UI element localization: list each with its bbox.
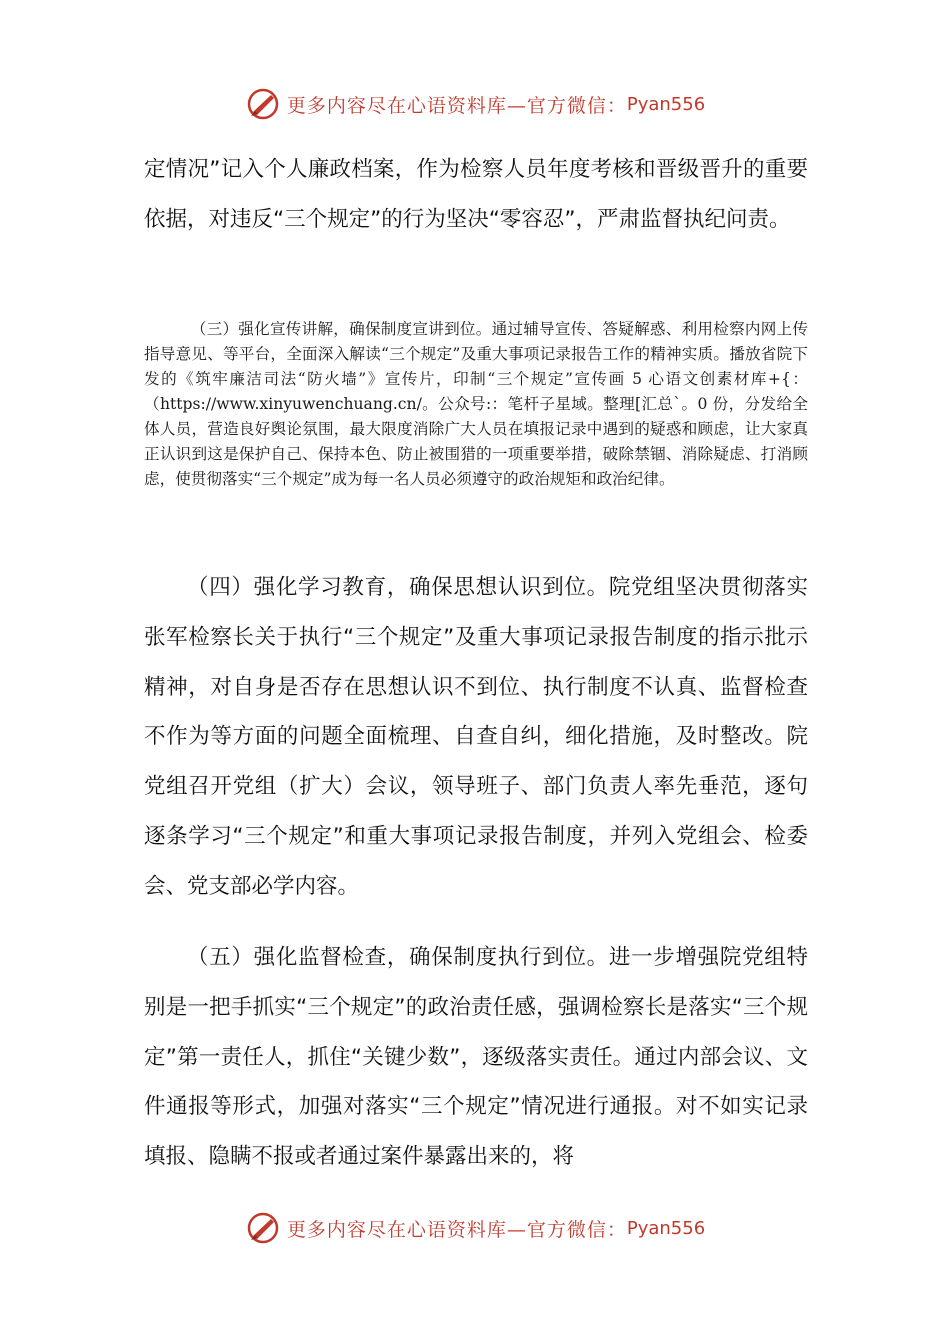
banner-wechat-id: Pyan556: [626, 1217, 706, 1239]
paragraph-section-4: （四）强化学习教育，确保思想认识到位。院党组坚决贯彻落实张军检察长关于执行“三个规定”及重大事项记录报告制度的指示批示精神，对自身是否存在思想认识不到位、执行制度不认真、监督检查不作为等方面的问题全面梳理、自查自纠，细化措施，及时整改。院党组召开党组（扩大）会议，领导班子、部门负责人率先垂范，逐句逐条学习“三个规定”和重大事项记录报告制度，并列入党组会、检委会、党支部必学内容。: [144, 575, 808, 899]
banner-wechat-id: Pyan556: [626, 93, 706, 115]
banner-text: 更多内容尽在心语资料库—官方微信：: [286, 94, 627, 117]
paragraph-section-5: （五）强化监督检查，确保制度执行到位。进一步增强院党组特别是一把手抓实“三个规定”的政治责任感，强调检察长是落实“三个规定”第一责任人，抓住“关键少数”，逐级落实责任。通过内部会议、文件通报等形式，加强对落实“三个规定”情况进行通报。对不如实记录填报、隐瞒不报或者通过案件暴露出来的，将: [144, 945, 808, 1170]
pen-logo-icon: [245, 86, 281, 122]
footer-banner: [0, 1208, 950, 1248]
paragraph-continuation: 定情况”记入个人廉政档案，作为检察人员年度考核和晋级晋升的重要依据，对违反“三个规定”的行为坚决“零容忍”，严肃监督执纪问责。: [144, 157, 808, 232]
header-banner: [0, 84, 950, 124]
paragraph-section-3: （三）强化宣传讲解，确保制度宣讲到位。通过辅导宣传、答疑解惑、利用检察内网上传指导意见、等平台，全面深入解读“三个规定”及重大事项记录报告工作的精神实质。播放省院下发的《筑牢廉洁司法“防火墙”》宣传片，印制“三个规定”宣传画 5 心语文创素材库+{：（https://www.xinyuwenchuang.cn/。公众号:：笔杆子星域。整理[汇总`。0 份，分发给全体人员，营造良好舆论氛围，最大限度消除广大人员在填报记录中遇到的疑惑和顾虑，让大家真正认识到这是保护自己、保持本色、防止被围猎的一项重要举措，破除禁锢、消除疑虑、打消顾虑，使贯彻落实“三个规定”成为每一名人员必须遵守的政治规矩和政治纪律。: [144, 320, 808, 488]
pen-logo-icon: [245, 1210, 281, 1246]
banner-text: 更多内容尽在心语资料库—官方微信：: [286, 1218, 627, 1241]
